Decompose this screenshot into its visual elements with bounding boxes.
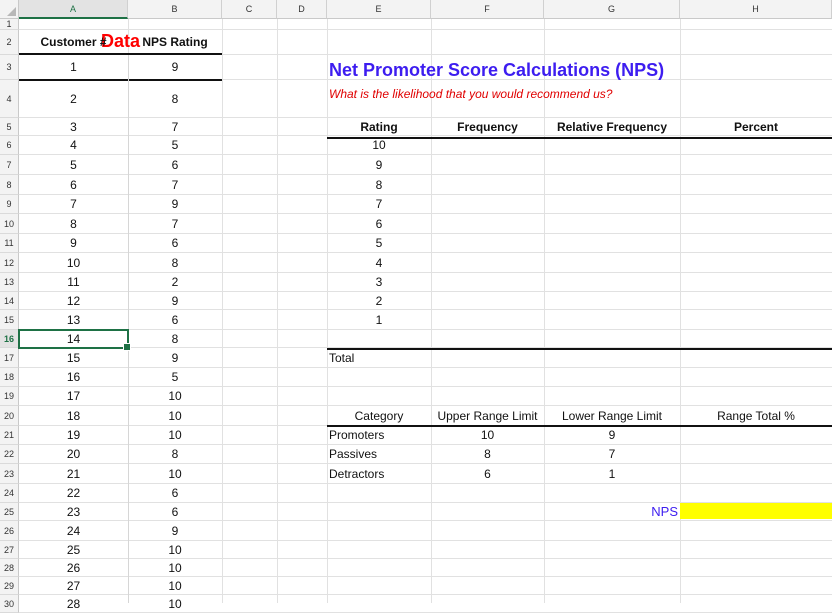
column-header-f[interactable]: F [431,0,544,19]
lower-range-cell[interactable]: 1 [608,467,616,481]
nps-rating-cell[interactable]: 10 [168,467,182,481]
nps-rating-cell[interactable]: 9 [171,60,179,74]
row-header-18[interactable]: 18 [0,368,19,387]
row-header-7[interactable]: 7 [0,155,19,175]
nps-rating-cell[interactable]: 6 [171,486,179,500]
row-header-1[interactable]: 1 [0,19,19,30]
row-header-29[interactable]: 29 [0,577,19,595]
customer-id-cell[interactable]: 9 [70,236,77,250]
freq-rating-cell[interactable]: 5 [375,236,383,250]
freq-rating-cell[interactable]: 10 [372,138,386,152]
row-header-19[interactable]: 19 [0,387,19,406]
customer-id-cell[interactable]: 2 [70,92,77,106]
row-header-3[interactable]: 3 [0,55,19,80]
category-name-cell[interactable]: Promoters [329,428,385,442]
nps-rating-cell[interactable]: 10 [168,543,182,557]
select-all-corner[interactable] [0,0,19,19]
row-header-6[interactable]: 6 [0,136,19,155]
nps-rating-cell[interactable]: 9 [171,351,179,365]
nps-rating-cell[interactable]: 8 [171,256,179,270]
upper-range-cell[interactable]: 8 [484,447,491,461]
nps-label[interactable]: NPS [651,504,678,519]
customer-id-cell[interactable]: 25 [66,543,81,557]
row-header-4[interactable]: 4 [0,80,19,118]
customer-id-cell[interactable]: 27 [66,579,81,593]
column-header-h[interactable]: H [680,0,832,19]
row-header-23[interactable]: 23 [0,464,19,484]
row-header-24[interactable]: 24 [0,484,19,503]
customer-id-cell[interactable]: 8 [70,217,77,231]
customer-header[interactable]: Customer # [40,35,107,49]
customer-id-cell[interactable]: 23 [66,505,81,519]
nps-rating-cell[interactable]: 7 [171,217,179,231]
nps-rating-cell[interactable]: 5 [171,370,179,384]
customer-id-cell[interactable]: 11 [67,275,80,289]
row-header-21[interactable]: 21 [0,426,19,445]
customer-id-cell[interactable]: 20 [66,447,81,461]
row-header-13[interactable]: 13 [0,273,19,292]
customer-id-cell[interactable]: 5 [70,158,77,172]
freq-rating-cell[interactable]: 3 [375,275,383,289]
lower-range-cell[interactable]: 9 [608,428,616,442]
nps-rating-cell[interactable]: 7 [171,120,179,134]
customer-id-cell[interactable]: 26 [66,561,81,575]
nps-rating-cell[interactable]: 10 [168,561,182,575]
nps-rating-cell[interactable]: 2 [171,275,179,289]
column-header-g[interactable]: G [544,0,680,19]
select-all-triangle-icon [7,7,16,16]
nps-rating-cell[interactable]: 9 [171,197,179,211]
nps-question[interactable]: What is the likelihood that you would recommend us? [329,87,613,101]
column-gridline [277,19,278,603]
column-header-d[interactable]: D [277,0,327,19]
freq-rating-cell[interactable]: 1 [375,313,383,327]
row-header-27[interactable]: 27 [0,541,19,559]
active-cell-selection[interactable] [18,329,129,349]
customer-id-cell[interactable]: 17 [66,389,81,403]
customer-id-cell[interactable]: 1 [70,60,77,74]
freq-rating-cell[interactable]: 6 [375,217,383,231]
row-header-25[interactable]: 25 [0,503,19,521]
row-header-26[interactable]: 26 [0,521,19,541]
freq-rating-cell[interactable]: 4 [375,256,383,270]
customer-id-cell[interactable]: 7 [70,197,77,211]
total-label[interactable]: Total [329,351,355,365]
nps-rating-cell[interactable]: 5 [171,138,179,152]
row-header-30[interactable]: 30 [0,595,19,613]
row-header-20[interactable]: 20 [0,406,19,426]
column-header-b[interactable]: B [128,0,222,19]
frequency-header[interactable]: Frequency [457,120,518,134]
nps-rating-cell[interactable]: 7 [171,178,179,192]
freq-rating-cell[interactable]: 8 [375,178,383,192]
data-title[interactable]: Data [100,31,140,51]
upper-range-cell[interactable]: 10 [480,428,495,442]
customer-id-cell[interactable]: 15 [66,351,81,365]
customer-id-cell[interactable]: 19 [66,428,81,442]
customer-id-cell[interactable]: 14 [66,332,81,346]
customer-id-cell[interactable]: 13 [66,313,81,327]
range-total-header[interactable]: Range Total % [717,409,795,423]
row-header-10[interactable]: 10 [0,214,19,234]
column-header-a[interactable]: A [19,0,128,19]
row-header-22[interactable]: 22 [0,445,19,464]
row-header-16[interactable]: 16 [0,330,19,348]
freq-rating-cell[interactable]: 2 [375,294,383,308]
percent-header[interactable]: Percent [733,120,779,134]
nps-rating-header[interactable]: NPS Rating [142,35,208,49]
nps-rating-cell[interactable]: 6 [171,236,179,250]
upper-range-cell[interactable]: 6 [484,467,491,481]
nps-rating-cell[interactable]: 10 [168,389,182,403]
row-header-5[interactable]: 5 [0,118,19,136]
customer-id-cell[interactable]: 28 [66,597,81,611]
customer-id-cell[interactable]: 12 [66,294,81,308]
freq-rating-cell[interactable]: 7 [375,197,383,211]
row-header-8[interactable]: 8 [0,175,19,195]
customer-id-cell[interactable]: 3 [70,120,77,134]
nps-result-cell[interactable] [680,503,832,519]
lower-range-cell[interactable]: 7 [608,447,616,461]
row-header-11[interactable]: 11 [0,234,19,253]
customer-id-cell[interactable]: 6 [70,178,77,192]
nps-rating-cell[interactable]: 10 [168,428,182,442]
customer-id-cell[interactable]: 4 [70,138,77,152]
row-header-28[interactable]: 28 [0,559,19,577]
row-header-12[interactable]: 12 [0,253,19,273]
customer-id-cell[interactable]: 18 [66,409,81,423]
nps-rating-cell[interactable]: 8 [171,92,179,106]
freq-rating-cell[interactable]: 9 [375,158,383,172]
row-header-14[interactable]: 14 [0,292,19,310]
nps-rating-cell[interactable]: 6 [171,505,179,519]
nps-rating-cell[interactable]: 10 [168,597,182,611]
nps-rating-cell[interactable]: 9 [171,294,179,308]
customer-id-cell[interactable]: 24 [66,524,81,538]
column-header-c[interactable]: C [222,0,277,19]
nps-rating-cell[interactable]: 10 [168,579,182,593]
nps-rating-cell[interactable]: 6 [171,313,179,327]
fill-handle[interactable] [123,343,131,351]
category-name-cell[interactable]: Detractors [329,467,385,481]
nps-rating-cell[interactable]: 8 [171,332,179,346]
row-header-15[interactable]: 15 [0,310,19,330]
nps-rating-cell[interactable]: 8 [171,447,179,461]
relative-frequency-header[interactable]: Relative Frequency [556,120,668,134]
nps-title[interactable]: Net Promoter Score Calculations (NPS) [329,60,665,80]
customer-id-cell[interactable]: 22 [66,486,81,500]
column-gridline [222,19,223,603]
customer-id-cell[interactable]: 16 [66,370,81,384]
row-header-17[interactable]: 17 [0,348,19,368]
nps-rating-cell[interactable]: 9 [171,524,179,538]
column-header-e[interactable]: E [327,0,431,19]
nps-rating-cell[interactable]: 10 [168,409,182,423]
category-header[interactable]: Category [354,409,404,423]
row-header-9[interactable]: 9 [0,195,19,214]
lower-range-header[interactable]: Lower Range Limit [561,409,663,423]
nps-rating-cell[interactable]: 6 [171,158,179,172]
row-header-2[interactable]: 2 [0,30,19,55]
customer-id-cell[interactable]: 21 [66,467,81,481]
rating-header[interactable]: Rating [360,120,398,134]
column-gridline [431,19,432,603]
upper-range-header[interactable]: Upper Range Limit [437,409,538,423]
category-name-cell[interactable]: Passives [329,447,378,461]
customer-id-cell[interactable]: 10 [66,256,81,270]
